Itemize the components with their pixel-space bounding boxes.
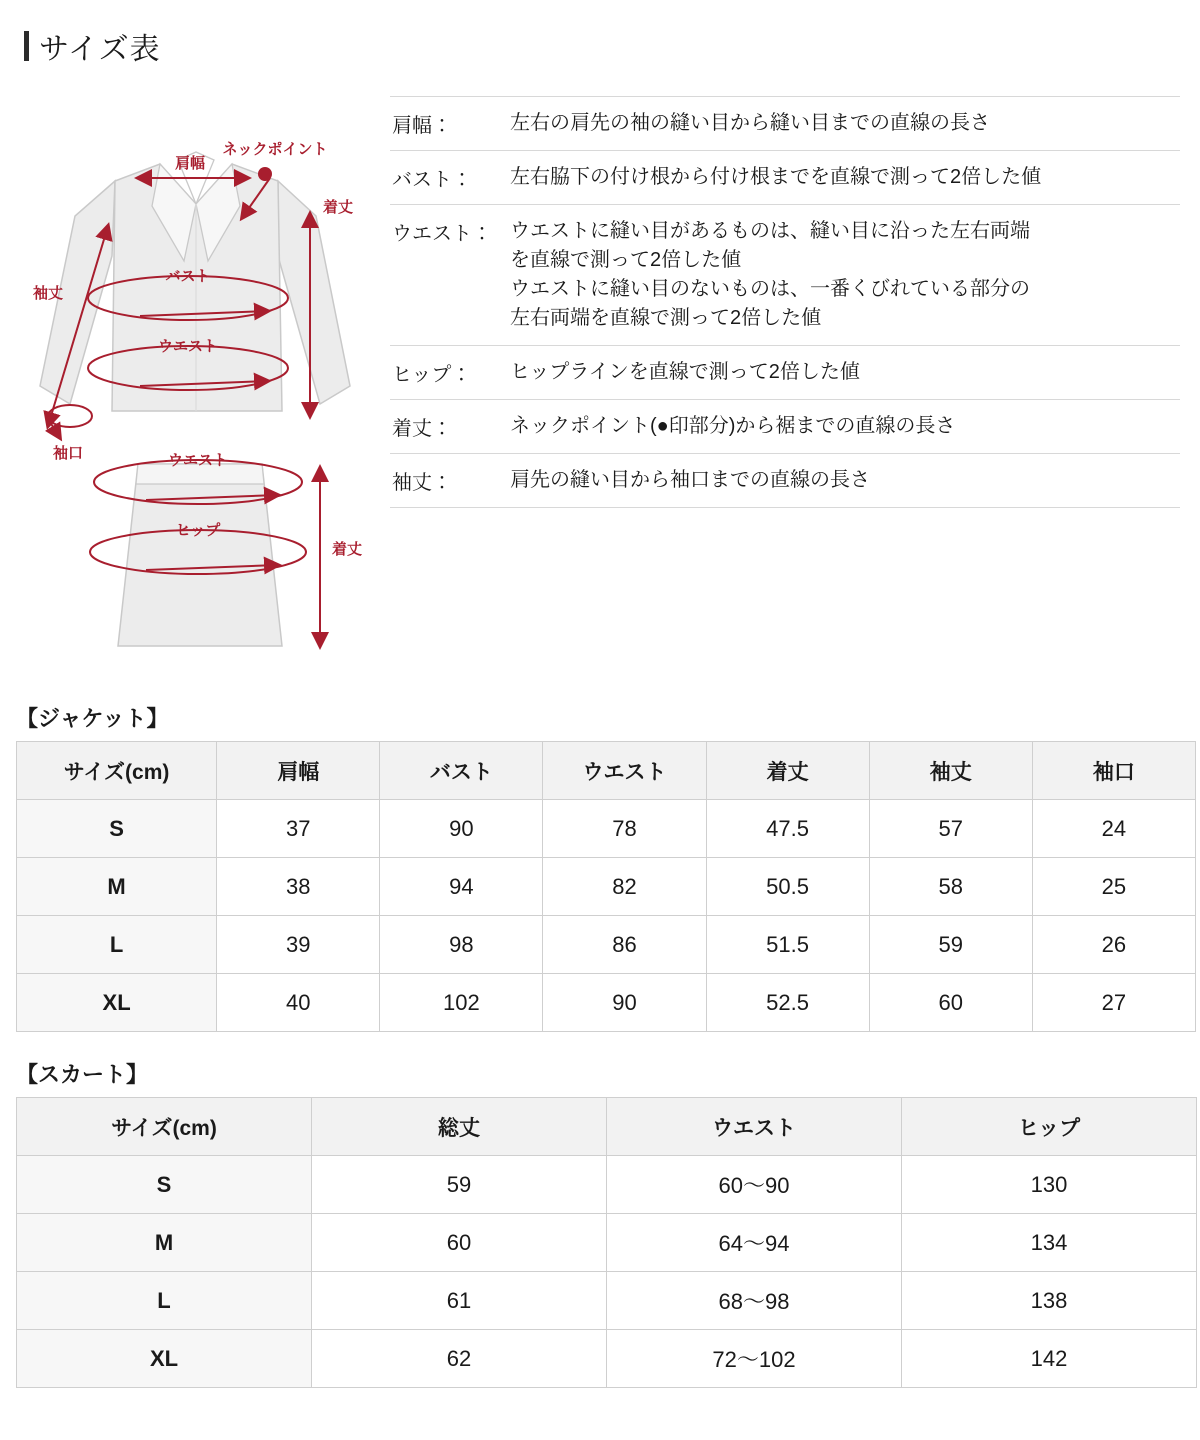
definition-term: バスト： bbox=[392, 169, 472, 191]
row-header: L bbox=[17, 916, 217, 974]
neck-point-marker bbox=[258, 167, 272, 181]
table-cell: 90 bbox=[543, 974, 706, 1032]
table-cell: 52.5 bbox=[706, 974, 869, 1032]
table-row bbox=[17, 1272, 1197, 1330]
table-cell: 90 bbox=[380, 800, 543, 858]
row-header: M bbox=[17, 858, 217, 916]
table-cell: 59 bbox=[312, 1156, 607, 1214]
table-cell: 94 bbox=[380, 858, 543, 916]
diagram-label-shoulder: 肩幅 bbox=[174, 155, 206, 172]
definition-list bbox=[390, 86, 1180, 508]
definition-line: 肩先の縫い目から袖口までの直線の長さ bbox=[510, 469, 870, 491]
column-header: ウエスト bbox=[543, 742, 706, 800]
table-cell: 60〜90 bbox=[607, 1156, 902, 1214]
definition-line: 左右の肩先の袖の縫い目から縫い目までの直線の長さ bbox=[510, 112, 990, 134]
column-header: ウエスト bbox=[607, 1098, 902, 1156]
garment-diagram bbox=[20, 86, 390, 666]
table-cell: 37 bbox=[217, 800, 380, 858]
table-cell: 61 bbox=[312, 1272, 607, 1330]
table-cell: 62 bbox=[312, 1330, 607, 1388]
table-row bbox=[17, 1156, 1197, 1214]
table-cell: 134 bbox=[902, 1214, 1197, 1272]
definition-line: を直線で測って2倍した値 bbox=[510, 249, 742, 271]
table-cell: 40 bbox=[217, 974, 380, 1032]
table-header-row bbox=[17, 742, 1196, 800]
definition-line: 左右脇下の付け根から付け根までを直線で測って2倍した値 bbox=[510, 166, 1042, 188]
column-header: 着丈 bbox=[706, 742, 869, 800]
table-row bbox=[17, 974, 1196, 1032]
page-title-label: サイズ表 bbox=[39, 33, 161, 66]
jacket-size-table bbox=[16, 741, 1196, 1032]
row-header: S bbox=[17, 800, 217, 858]
definition-description bbox=[510, 358, 1174, 387]
table-cell: 47.5 bbox=[706, 800, 869, 858]
jacket-section-heading: 【ジャケット】 bbox=[16, 706, 169, 731]
definition-description bbox=[510, 109, 1174, 138]
definition-line: ヒップラインを直線で測って2倍した値 bbox=[510, 361, 860, 383]
column-header: 袖口 bbox=[1032, 742, 1195, 800]
table-cell: 78 bbox=[543, 800, 706, 858]
table-cell: 138 bbox=[902, 1272, 1197, 1330]
table-cell: 39 bbox=[217, 916, 380, 974]
column-header: 袖丈 bbox=[869, 742, 1032, 800]
definition-line: 左右両端を直線で測って2倍した値 bbox=[510, 307, 822, 329]
diagram-label-waist-jacket: ウエスト bbox=[157, 338, 219, 355]
table-cell: 26 bbox=[1032, 916, 1195, 974]
column-header: ヒップ bbox=[902, 1098, 1197, 1156]
jacket-illustration bbox=[40, 152, 350, 646]
table-cell: 86 bbox=[543, 916, 706, 974]
row-header: S bbox=[17, 1156, 312, 1214]
table-cell: 25 bbox=[1032, 858, 1195, 916]
table-cell: 24 bbox=[1032, 800, 1195, 858]
skirt-section-heading: 【スカート】 bbox=[16, 1062, 149, 1087]
column-header: サイズ(cm) bbox=[17, 742, 217, 800]
definition-row-hip bbox=[390, 346, 1180, 400]
table-header-row bbox=[17, 1098, 1197, 1156]
column-header: バスト bbox=[380, 742, 543, 800]
column-header: 総丈 bbox=[312, 1098, 607, 1156]
title-accent-bar bbox=[24, 31, 29, 61]
page-title bbox=[10, 18, 1190, 78]
table-cell: 58 bbox=[869, 858, 1032, 916]
definition-term: 着丈： bbox=[392, 418, 452, 440]
table-cell: 60 bbox=[869, 974, 1032, 1032]
column-header: 肩幅 bbox=[217, 742, 380, 800]
table-cell: 57 bbox=[869, 800, 1032, 858]
table-row bbox=[17, 1330, 1197, 1388]
definition-row-bust bbox=[390, 151, 1180, 205]
row-header: L bbox=[17, 1272, 312, 1330]
definition-line: ウエストに縫い目があるものは、縫い目に沿った左右両端 bbox=[510, 220, 1030, 242]
diagram-label-length-top: 着丈 bbox=[322, 199, 354, 216]
table-cell: 51.5 bbox=[706, 916, 869, 974]
definition-term: ヒップ： bbox=[392, 364, 472, 386]
table-cell: 130 bbox=[902, 1156, 1197, 1214]
row-header: XL bbox=[17, 974, 217, 1032]
definition-row-sleeve bbox=[390, 454, 1180, 508]
table-cell: 27 bbox=[1032, 974, 1195, 1032]
table-cell: 50.5 bbox=[706, 858, 869, 916]
diagram-label-length-skirt: 着丈 bbox=[331, 541, 363, 558]
table-cell: 98 bbox=[380, 916, 543, 974]
table-cell: 68〜98 bbox=[607, 1272, 902, 1330]
diagram-label-hip: ヒップ bbox=[175, 522, 221, 539]
definition-row-shoulder bbox=[390, 96, 1180, 151]
definition-term: 肩幅： bbox=[392, 115, 452, 137]
table-row bbox=[17, 858, 1196, 916]
table-cell: 64〜94 bbox=[607, 1214, 902, 1272]
table-cell: 142 bbox=[902, 1330, 1197, 1388]
table-cell: 72〜102 bbox=[607, 1330, 902, 1388]
definition-term: 袖丈： bbox=[392, 472, 452, 494]
diagram-label-bust: バスト bbox=[165, 268, 211, 285]
table-row bbox=[17, 800, 1196, 858]
diagram-label-sleeve-length: 袖丈 bbox=[32, 285, 64, 302]
table-row bbox=[17, 1214, 1197, 1272]
definition-term: ウエスト： bbox=[392, 223, 492, 245]
definition-row-waist bbox=[390, 205, 1180, 346]
diagram-label-cuff: 袖口 bbox=[52, 445, 84, 462]
table-cell: 59 bbox=[869, 916, 1032, 974]
definition-line: ネックポイント(●印部分)から裾までの直線の長さ bbox=[510, 415, 956, 437]
definition-description bbox=[510, 466, 1174, 495]
table-cell: 60 bbox=[312, 1214, 607, 1272]
diagram-label-waist-skirt: ウエスト bbox=[167, 452, 229, 469]
table-cell: 82 bbox=[543, 858, 706, 916]
table-cell: 102 bbox=[380, 974, 543, 1032]
measurement-explainer bbox=[10, 78, 1190, 676]
definition-row-length bbox=[390, 400, 1180, 454]
row-header: XL bbox=[17, 1330, 312, 1388]
column-header: サイズ(cm) bbox=[17, 1098, 312, 1156]
definition-line: ウエストに縫い目のないものは、一番くびれている部分の bbox=[510, 278, 1030, 300]
definition-description bbox=[510, 217, 1174, 333]
skirt-size-table bbox=[16, 1097, 1197, 1388]
definition-description bbox=[510, 412, 1174, 441]
table-cell: 38 bbox=[217, 858, 380, 916]
definition-description bbox=[510, 163, 1174, 192]
diagram-label-neck-point: ネックポイント bbox=[222, 141, 328, 158]
row-header: M bbox=[17, 1214, 312, 1272]
table-row bbox=[17, 916, 1196, 974]
